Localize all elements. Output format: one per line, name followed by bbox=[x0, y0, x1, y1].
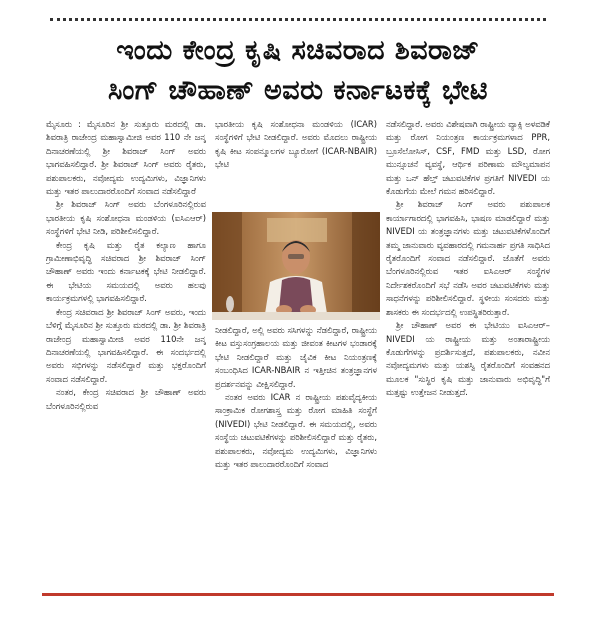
column-3-paragraph: ಶ್ರೀ ಶಿವರಾಜ್ ಸಿಂಗ್ ಅವರು ಪಶುಪಾಲಕ ಕಾರ್ಯಾಗಾರದಲ್ಲಿ ಭಾಗವಹಿಸಿ, ಭಾಷಣ ಮಾಡಲಿದ್ದಾರೆ ಮತ್ತು NIVEDI ಯ ತಂತ್ರಜ್ಞಾನಗಳು ಮತ್ತು ಚಟುವಟಿಕೆಗಳೊಂದಿಗೆ ತಮ್ಮ ಜಾನುವಾರು ವ್ಯವಹಾರದಲ್ಲಿ ಗಮನಾರ್ಹ ಪ್ರಗತಿ ಸಾಧಿಸಿದ ರೈತರೊಂದಿಗೆ ಸಂವಾದ ನಡೆಸಲಿದ್ದಾರೆ. ಜೊತೆಗೆ ಅವರು ಬೆಂಗಳೂರಿನಲ್ಲಿರುವ ಇತರ ಐಸಿಎಆರ್ ಸಂಸ್ಥೆಗಳ ನಿರ್ದೇಶಕರೊಂದಿಗೆ ಸಭೆ ನಡೆಸಿ ಅವರ ಚಟುವಟಿಕೆಗಳು ಮತ್ತು ಸಾಧನೆಗಳನ್ನು ಪರಿಶೀಲಿಸಲಿದ್ದಾರೆ. ಸ್ಥಳೀಯ ಸಂಸದರು ಮತ್ತು ಶಾಸಕರು ಈ ಸಂದರ್ಭದಲ್ಲಿ ಉಪಸ್ಥಿತರಿರುತ್ತಾರೆ. bbox=[386, 199, 550, 317]
column-1-paragraph: ನಂತರ, ಕೇಂದ್ರ ಸಚಿವರಾದ ಶ್ರೀ ಚೌಹಾಣ್ ಅವರು ಬೆಂಗಳೂರಿನಲ್ಲಿರುವ bbox=[46, 387, 206, 411]
article-body bbox=[42, 118, 554, 588]
column-1-paragraph: ಕೇಂದ್ರ ಕೃಷಿ ಮತ್ತು ರೈತ ಕಲ್ಯಾಣ ಹಾಗೂ ಗ್ರಾಮೀಣಾಭಿವೃದ್ಧಿ ಸಚಿವರಾದ ಶ್ರೀ ಶಿವರಾಜ್ ಸಿಂಗ್ ಚೌಹಾಣ್ ಅವರು ಇಂದು ಕರ್ನಾಟಕಕ್ಕೆ ಭೇಟಿ ನೀಡಲಿದ್ದಾರೆ. ಈ ಭೇಟಿಯ ಸಮಯದಲ್ಲಿ ಅವರು ಹಲವು ಕಾರ್ಯಕ್ರಮಗಳಲ್ಲಿ ಭಾಗವಹಿಸಲಿದ್ದಾರೆ. bbox=[46, 239, 206, 304]
column-3-paragraph: ಶ್ರೀ ಚೌಹಾಣ್ ಅವರ ಈ ಭೇಟಿಯು ಐಸಿಎಆರ್–NIVEDI ಯ ರಾಷ್ಟ್ರೀಯ ಮತ್ತು ಅಂತಾರಾಷ್ಟ್ರೀಯ ಕೊಡುಗೆಗಳನ್ನು ಪ್ರದರ್ಶಿಸುತ್ತದೆ, ಪಶುಪಾಲಕರು, ನವೀನ ನವೋದ್ಯಮಗಳು ಮತ್ತು ಯಶಸ್ವಿ ರೈತರೊಂದಿಗೆ ಸಂವಹನದ ಮೂಲಕ "ಸುಸ್ಥಿರ ಕೃಷಿ ಮತ್ತು ಜಾನುವಾರು ಅಭಿವೃದ್ಧಿ"ಗೆ ಮತ್ತಷ್ಟು ಉತ್ತೇಜನ ನೀಡುತ್ತದೆ. bbox=[386, 320, 550, 398]
top-dotted-rule bbox=[50, 18, 546, 27]
column-2-paragraph: ನಂತರ ಅವರು ICAR ನ ರಾಷ್ಟ್ರೀಯ ಪಶುವೈದ್ಯಕೀಯ ಸಾಂಕ್ರಾಮಿಕ ರೋಗಶಾಸ್ತ್ರ ಮತ್ತು ರೋಗ ಮಾಹಿತಿ ಸಂಸ್ಥೆಗೆ (NIVEDI) ಭೇಟಿ ನೀಡಲಿದ್ದಾರೆ. ಈ ಸಮಯದಲ್ಲಿ, ಅವರು ಸಂಸ್ಥೆಯ ಚಟುವಟಿಕೆಗಳನ್ನು ಪರಿಶೀಲಿಸಲಿದ್ದಾರೆ ಮತ್ತು ರೈತರು, ಪಶುಪಾಲಕರು, ನವೋದ್ಯಮ ಉದ್ಯಮಿಗಳು, ವಿಜ್ಞಾನಿಗಳು ಮತ್ತು ಇತರ ಪಾಲುದಾರರೊಂದಿಗೆ ಸಂವಾದ bbox=[215, 392, 377, 470]
newspaper-clipping bbox=[42, 18, 554, 608]
column-1-paragraph: ಕೇಂದ್ರ ಸಚಿವರಾದ ಶ್ರೀ ಶಿವರಾಜ್ ಸಿಂಗ್ ಅವರು, ಇಂದು ಬೆಳಿಗ್ಗೆ ಮೈಸೂರಿನ ಶ್ರೀ ಸುತ್ತೂರು ಮಠದಲ್ಲಿ ಡಾ. ಶ್ರೀ ಶಿವರಾತ್ರಿ ರಾಜೇಂದ್ರ ಮಹಾಸ್ವಾಮೀಜಿ ಅವರ 110ನೇ ಜನ್ಮ ದಿನಾಚರಣೆಯಲ್ಲಿ ಭಾಗವಹಿಸಲಿದ್ದಾರೆ. ಈ ಸಂದರ್ಭದಲ್ಲಿ ಅವರು ಸಭಿಗಳನ್ನು ನಡೆಸಲಿದ್ದಾರೆ ಮತ್ತು ಭಕ್ತರೊಂದಿಗೆ ಸಂವಾದ ನಡೆಸಲಿದ್ದಾರೆ. bbox=[46, 306, 206, 384]
headline-line-2: ಸಿಂಗ್ ಚೌಹಾಣ್ ಅವರು ಕರ್ನಾಟಕಕ್ಕೆ ಭೇಟಿ bbox=[108, 75, 488, 106]
column-3 bbox=[386, 118, 550, 588]
column-1-paragraph: ಶ್ರೀ ಶಿವರಾಜ್ ಸಿಂಗ್ ಅವರು ಬೆಂಗಳೂರಿನಲ್ಲಿರುವ ಭಾರತೀಯ ಕೃಷಿ ಸಂಶೋಧನಾ ಮಂಡಳಿಯ (ಐಸಿಎಆರ್) ಸಂಸ್ಥೆಗಳಿಗೆ ಭೇಟಿ ನೀಡಿ, ಪರಿಶೀಲಿಸಲಿದ್ದಾರೆ. bbox=[46, 199, 206, 237]
column-2-paragraph: ಭಾರತೀಯ ಕೃಷಿ ಸಂಶೋಧನಾ ಮಂಡಳಿಯ (ICAR) ಸಂಸ್ಥೆಗಳಿಗೆ ಭೇಟಿ ನೀಡಲಿದ್ದಾರೆ. ಅವರು ಮೊದಲು ರಾಷ್ಟ್ರೀಯ ಕೃಷಿ ಕೀಟ ಸಂಪನ್ಮೂಲಗಳ ಬ್ಯೂರೋಗೆ (ICAR-NBAIR) ಭೇಟಿ bbox=[215, 119, 377, 170]
column-3-paragraph: ನಡೆಸಲಿದ್ದಾರೆ. ಅವರು ವಿಶೇಷವಾಗಿ ರಾಷ್ಟ್ರೀಯ ವ್ಯಾಕ್ಸಿ ಅಳವಡಿಕೆ ಮತ್ತು ರೋಗ ನಿಯಂತ್ರಣ ಕಾರ್ಯಕ್ರಮಗಳಾದ PPR, ಬ್ರೂಸೆಲೋಸಿಸ್, CSF, FMD ಮತ್ತು LSD, ರೋಗ ಮುನ್ಸೂಚನೆ ವ್ಯವಸ್ಥೆ, ಆರ್ಥಿಕ ಪರಿಣಾಮ ಮೌಲ್ಯಮಾಪನ ಮತ್ತು ಒನ್ ಹೆಲ್ತ್ ಚಟುವಟಿಕೆಗಳ ಪ್ರಗತಿಗೆ NIVEDI ಯ ಕೊಡುಗೆಯ ಮೇಲೆ ಗಮನ ಹರಿಸಲಿದ್ದಾರೆ. bbox=[386, 119, 550, 197]
bottom-red-rule bbox=[42, 593, 554, 596]
headline bbox=[42, 31, 554, 111]
column-1-paragraph: ಮೈಸೂರು : ಮೈಸೂರಿನ ಶ್ರೀ ಸುತ್ತೂರು ಮಠದಲ್ಲಿ ಡಾ. ಶಿವರಾತ್ರಿ ರಾಜೇಂದ್ರ ಮಹಾಸ್ವಾಮೀಜಿ ಅವರ 110 ನೇ ಜನ್ಮ ದಿನಾಚರಣೆಯಲ್ಲಿ ಶ್ರೀ ಶಿವರಾಜ್ ಸಿಂಗ್ ಅವರು ಭಾಗವಹಿಸಲಿದ್ದಾರೆ. ಶ್ರೀ ಶಿವರಾಜ್ ಸಿಂಗ್ ಅವರು ರೈತರು, ಪಶುಪಾಲಕರು, ನವೋದ್ಯಮ ಉದ್ಯಮಿಗಳು, ವಿಜ್ಞಾನಿಗಳು ಮತ್ತು ಇತರ ಪಾಲುದಾರರೊಂದಿಗೆ ಸಂವಾದ ನಡೆಸಲಿದ್ದಾರೆ bbox=[46, 119, 206, 197]
column-1 bbox=[46, 118, 206, 588]
column-2-paragraph: ನೀಡಲಿದ್ದಾರೆ, ಅಲ್ಲಿ ಅವರು ಸಸಿಗಳನ್ನು ನೆಡಲಿದ್ದಾರೆ, ರಾಷ್ಟ್ರೀಯ ಕೀಟ ವಸ್ತುಸಂಗ್ರಹಾಲಯ ಮತ್ತು ಜೀವಂತ ಕೀಟಗಳ ಭಂಡಾರಕ್ಕೆ ಭೇಟಿ ನೀಡಲಿದ್ದಾರೆ ಮತ್ತು ಜೈವಿಕ ಕೀಟ ನಿಯಂತ್ರಣಕ್ಕೆ ಸಂಬಂಧಿಸಿದ ICAR-NBAIR ನ ಇತ್ತೀಚಿನ ತಂತ್ರಜ್ಞಾನಗಳ ಪ್ರದರ್ಶನವನ್ನು ವೀಕ್ಷಿಸಲಿದ್ದಾರೆ. bbox=[215, 325, 377, 389]
minister-photo-image bbox=[212, 212, 380, 320]
column-2-bottom bbox=[215, 324, 377, 588]
headline-line-1: ಇಂದು ಕೇಂದ್ರ ಕೃಷಿ ಸಚಿವರಾದ ಶಿವರಾಜ್ bbox=[116, 35, 480, 66]
minister-photo bbox=[212, 212, 380, 320]
column-2-top bbox=[215, 118, 377, 210]
